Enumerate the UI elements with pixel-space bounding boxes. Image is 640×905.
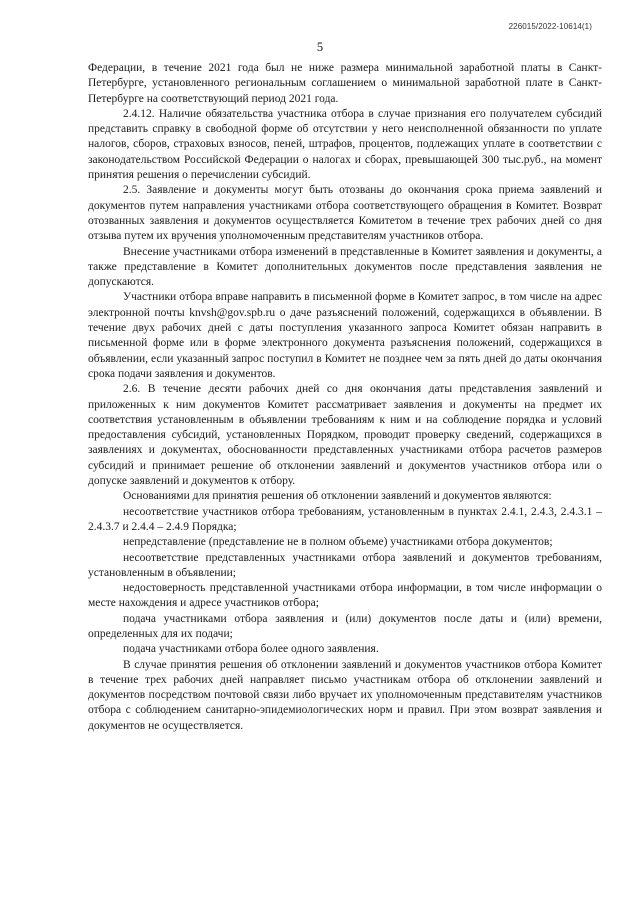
paragraph-2-5: 2.5. Заявление и документы могут быть отозваны до окончания срока приема заявлений и документов путем направления участниками отбора соответствующего обращения в Комитет. Возврат отозванных заявления и документов осуществляется Комитетом в течение трех рабочих дней со дня отзыва путем их вручения уполномоченным представителям участников отбора. (88, 184, 602, 243)
paragraph-rejection-notice: В случае принятия решения об отклонении заявлений и документов участников отбора Комитет в течение трех рабочих дней направляет письмо участникам отбора об отклонении заявлений и документов посредством почтовой связи либо вручает их уполномоченным представителям участников отбора с соблюдением санитарно-эпидемиологических норм и правил. При этом возврат заявления и документов не осуществляется. (88, 658, 602, 732)
rejection-ground-item: несоответствие участников отбора требованиям, установленным в пунктах 2.4.1, 2.4.3, 2.4.3.1 – 2.4.3.7 и 2.4.4 – 2.4.9 Порядка; (88, 505, 602, 533)
rejection-ground-item: непредставление (представление не в полном объеме) участниками отбора документов; (123, 536, 553, 549)
document-body (88, 61, 602, 734)
document-registration-number: 226015/2022-10614(1) (508, 22, 592, 31)
paragraph-2-6: 2.6. В течение десяти рабочих дней со дня окончания даты представления заявлений и приложенных к ним документов Комитет рассматривает заявления и документы на предмет их соответствия установленным в объявлении требованиям к ним и на соблюдение порядка и условий предоставления субсидий, установленных Порядком, проводит проверку сведений, содержащихся в заявлениях и документах, обоснованности представленных участниками отбора расчетов размеров субсидий и принимает решение об отклонении заявлений и документов участников отбора или о допуске заявлений и документов к отбору. (88, 383, 602, 488)
page-number: 5 (316, 40, 324, 54)
rejection-ground-item: подача участниками отбора заявления и (или) документов после даты и (или) времени, определенных для их подачи; (88, 612, 602, 640)
paragraph-rejection-grounds-intro: Основаниями для принятия решения об отклонении заявлений и документов являются: (123, 490, 552, 503)
rejection-ground-item: недостоверность представленной участниками отбора информации, в том числе информации о месте нахождения и адресе участников отбора; (88, 582, 602, 610)
rejection-ground-item: подача участниками отбора более одного заявления. (123, 643, 379, 656)
rejection-ground-item: несоответствие представленных участниками отбора заявлений и документов требованиям, установленным в объявлении; (88, 551, 602, 579)
paragraph-clarification-request: Участники отбора вправе направить в письменной форме в Комитет запрос, в том числе на адрес электронной почты knvsh@gov.spb.ru о даче разъяснений положений, содержащихся в объявлении. В течение двух рабочих дней с даты поступления указанного запроса Комитет обязан направить в письменной форме или в форме электронного документа разъяснения положений, содержащихся в объявлении, если указанный запрос поступил в Комитет не позднее чем за пять дней до даты окончания срока подачи заявления и документов. (88, 291, 602, 380)
paragraph-changes-not-allowed: Внесение участниками отбора изменений в представленные в Комитет заявления и документы, а также представление в Комитет дополнительных документов после представления заявления не допускаются. (88, 245, 602, 289)
paragraph-continuation: Федерации, в течение 2021 года был не ниже размера минимальной заработной платы в Санкт-Петербурге, установленного региональным соглашением о минимальной заработной плате в Санкт-Петербурге на соответствующий период 2021 года. (88, 62, 602, 105)
paragraph-2-4-12: 2.4.12. Наличие обязательства участника отбора в случае признания его получателем субсидий представить справку в свободной форме об отсутствии у него неисполненной обязанности по уплате налогов, сборов, страховых взносов, пеней, штрафов, процентов, подлежащих уплате в соответствии с законодательством Российской Федерации о налогах и сборах, превышающей 300 тыс.руб., на момент принятия решения о перечислении субсидий. (88, 107, 602, 182)
